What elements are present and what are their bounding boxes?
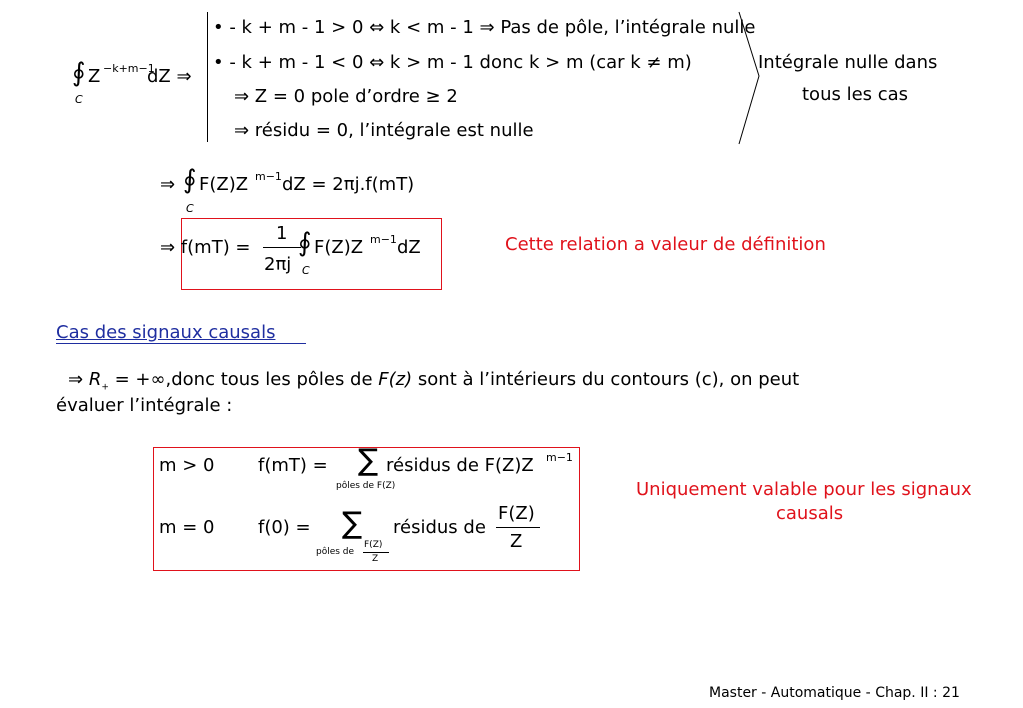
- row2-frac-num: F(Z): [498, 503, 535, 524]
- left-bracket-line: [207, 12, 208, 142]
- eq2-fraction-bar: [263, 247, 301, 248]
- block1-integrand: Z: [88, 66, 101, 87]
- eq2-numerator: 1: [276, 223, 288, 244]
- section-title-underline: [56, 343, 306, 344]
- block1-conclusion-2: tous les cas: [802, 84, 909, 105]
- section-text-line2: évaluer l’intégrale :: [56, 395, 233, 416]
- eq1-rest: dZ = 2πj.f(mT): [282, 174, 415, 195]
- row2-sum-sub-num: F(Z): [364, 540, 383, 550]
- row2-frac-den: Z: [510, 531, 523, 552]
- row1-condition: m > 0: [159, 455, 215, 476]
- row2-lhs: f(0) =: [258, 517, 311, 538]
- row2-sum-sub-text: pôles de: [316, 547, 355, 557]
- eq2-integrand: F(Z)Z: [314, 237, 364, 258]
- row1-sum-sub: pôles de F(Z): [336, 481, 396, 491]
- eq2-prefix: ⇒ f(mT) =: [160, 237, 251, 258]
- footer: Master - Automatique - Chap. II : 21: [709, 685, 960, 701]
- r-plus-sub: +: [101, 382, 109, 393]
- eq1-implies: ⇒: [160, 174, 176, 195]
- definition-note: Cette relation a valeur de définition: [505, 234, 826, 255]
- r-plus-symbol: R: [88, 369, 102, 390]
- block1-line-4: ⇒ résidu = 0, l’intégrale est nulle: [234, 120, 534, 141]
- section-title: Cas des signaux causals: [56, 322, 276, 343]
- block1-line-3: ⇒ Z = 0 pole d’ordre ≥ 2: [234, 86, 458, 107]
- block1-conclusion-1: Intégrale nulle dans: [758, 52, 938, 73]
- row2-sum-sub-den: Z: [372, 554, 379, 564]
- row1-lhs: f(mT) =: [258, 455, 328, 476]
- eq1-contour: C: [186, 202, 194, 215]
- eq2-exponent: m−1: [370, 233, 397, 246]
- fz-symbol: F(z): [378, 369, 413, 390]
- row1-rhs: résidus de F(Z)Z: [386, 455, 534, 476]
- block1-dz: dZ ⇒: [147, 66, 192, 87]
- row1-sum-symbol: ∑: [358, 443, 379, 478]
- row2-rhs: résidus de: [393, 517, 486, 538]
- eq1-exponent: m−1: [255, 170, 282, 183]
- right-angle-bracket: [735, 10, 765, 146]
- row2-sum-sub-bar: [363, 552, 389, 553]
- r-plus-value: = +∞,donc tous les pôles de: [114, 369, 373, 390]
- block1-line-1: • - k + m - 1 > 0 ⇔ k < m - 1 ⇒ Pas de pôle, l’intégrale nulle: [213, 17, 756, 38]
- section-text-rest: sont à l’intérieurs du contours (c), on peut: [417, 369, 800, 390]
- integral-symbol: ∮: [72, 58, 86, 88]
- causal-note-line1: Uniquement valable pour les signaux: [636, 479, 972, 500]
- row1-exponent: m−1: [546, 451, 573, 464]
- causal-note-line2: causals: [776, 503, 844, 524]
- eq2-contour: C: [302, 264, 310, 277]
- block1-exponent: −k+m−1: [103, 62, 155, 75]
- eq2-denominator: 2πj: [264, 254, 292, 275]
- row2-sum-symbol: ∑: [342, 506, 363, 541]
- eq2-rest: dZ: [397, 237, 421, 258]
- block1-contour: C: [75, 93, 83, 106]
- row2-condition: m = 0: [159, 517, 215, 538]
- block1-line-2: • - k + m - 1 < 0 ⇔ k > m - 1 donc k > m (car k ≠ m): [213, 52, 692, 73]
- row2-frac-bar: [496, 527, 540, 528]
- arrow-icon: ⇒: [68, 369, 84, 390]
- eq1-integrand: F(Z)Z: [199, 174, 249, 195]
- eq2-integral-symbol: ∮: [298, 228, 312, 258]
- section-text-line1: [68, 369, 799, 393]
- eq1-integral-symbol: ∮: [183, 165, 197, 195]
